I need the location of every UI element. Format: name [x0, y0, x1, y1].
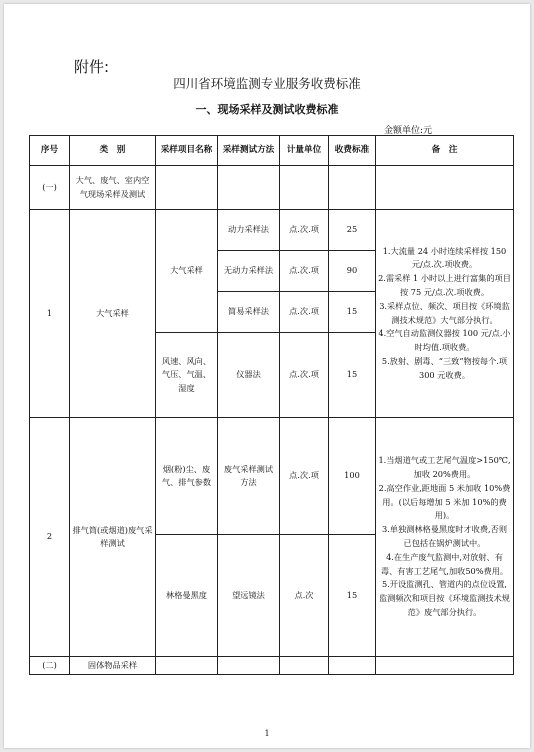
col-header-unit: 计量单位 — [280, 136, 329, 166]
col-header-method: 采样测试方法 — [218, 136, 280, 166]
measure-unit: 点.次.项 — [280, 418, 329, 535]
col-header-category: 类 别 — [70, 136, 156, 166]
section-heading: 一、现场采样及测试收费标准 — [195, 103, 339, 116]
sample-item: 林格曼黑度 — [156, 535, 218, 657]
sample-item: 烟(粉)尘、废气、排气参数 — [156, 418, 218, 535]
note-line: 1.大流量 24 小时连续采样按 150 元/点.次.项收费。 — [382, 245, 507, 270]
fee-value: 15 — [329, 292, 376, 333]
amount-unit-note: 金额单位:元 — [384, 126, 433, 136]
section-row — [30, 166, 514, 210]
fee-table — [29, 135, 514, 675]
page-number: 1 — [264, 729, 270, 738]
note-line: 2.需采样 1 小时以上进行富集的项目按 75 元/点.次.项收费。 — [378, 273, 511, 297]
row-category: 排气筒(或烟道)废气采样测试 — [70, 418, 156, 657]
sampling-method: 动力采样法 — [218, 210, 280, 251]
sampling-method: 仪器法 — [218, 333, 280, 418]
note-line: 3.单独测林格曼黑度时才收费,否则已包括在锅炉测试中。 — [381, 524, 508, 548]
table-header-row — [30, 136, 514, 166]
fee-value: 15 — [329, 333, 376, 418]
measure-unit: 点.次.项 — [280, 251, 329, 292]
notes-cell — [376, 418, 514, 657]
row-seq: 1 — [30, 210, 70, 418]
section-category: 固体物品采样 — [70, 657, 156, 675]
measure-unit: 点.次.项 — [280, 210, 329, 251]
measure-unit: 点.次 — [280, 535, 329, 657]
col-header-notes: 备 注 — [376, 136, 514, 166]
sampling-method: 无动力采样法 — [218, 251, 280, 292]
section-seq: (一) — [30, 166, 70, 210]
section-category: 大气、废气、室内空气现场采样及测试 — [70, 166, 156, 210]
col-header-fee: 收费标准 — [329, 136, 376, 166]
measure-unit: 点.次.项 — [280, 333, 329, 418]
row-seq: 2 — [30, 418, 70, 657]
row-category: 大气采样 — [70, 210, 156, 418]
section-seq: (二) — [30, 657, 70, 675]
table-row — [30, 418, 514, 535]
fee-value: 100 — [329, 418, 376, 535]
col-header-seq: 序号 — [30, 136, 70, 166]
measure-unit: 点.次.项 — [280, 292, 329, 333]
sample-item: 风速、风向、气压、气温、湿度 — [156, 333, 218, 418]
note-line: 5.开设监测孔、管道内的点位设置,监测频次和项目按《环境监测技术规范》废气部分执行。 — [378, 579, 510, 617]
fee-value: 15 — [329, 535, 376, 657]
note-line: 5.放射、剧毒、“三致”物按每个.项 300 元收费。 — [381, 355, 508, 380]
section-row — [30, 657, 514, 675]
document-page — [4, 4, 530, 748]
note-line: 3.采样点位、频次、项目按《环境监测技术规范》大气部分执行。 — [379, 300, 510, 325]
document-title: 四川省环境监测专业服务收费标准 — [173, 76, 361, 91]
note-line: 2.高空作业,距地面 5 米加收 10%费用。(以后每增加 5 米加 10%的费用)。 — [378, 482, 511, 521]
sampling-method: 简易采样法 — [218, 292, 280, 333]
col-header-item: 采样项目名称 — [156, 136, 218, 166]
attachment-label: 附件: — [74, 58, 110, 76]
note-line: 4.空气自动监测仪器按 100 元/点.小时均值.项收费。 — [378, 328, 511, 353]
fee-value: 25 — [329, 210, 376, 251]
sample-item: 大气采样 — [156, 210, 218, 333]
fee-value: 90 — [329, 251, 376, 292]
note-line: 1.当烟道气或工艺尾气温度>150℃, 加收 20%费用。 — [378, 455, 511, 480]
sampling-method: 废气采样测试方法 — [218, 418, 280, 535]
note-line: 4.在生产废气监测中,对放射、有毒、有害工艺尾气,加收50%费用。 — [380, 551, 509, 576]
table-row — [30, 210, 514, 251]
notes-cell — [376, 210, 514, 418]
sampling-method: 望远镜法 — [218, 535, 280, 657]
